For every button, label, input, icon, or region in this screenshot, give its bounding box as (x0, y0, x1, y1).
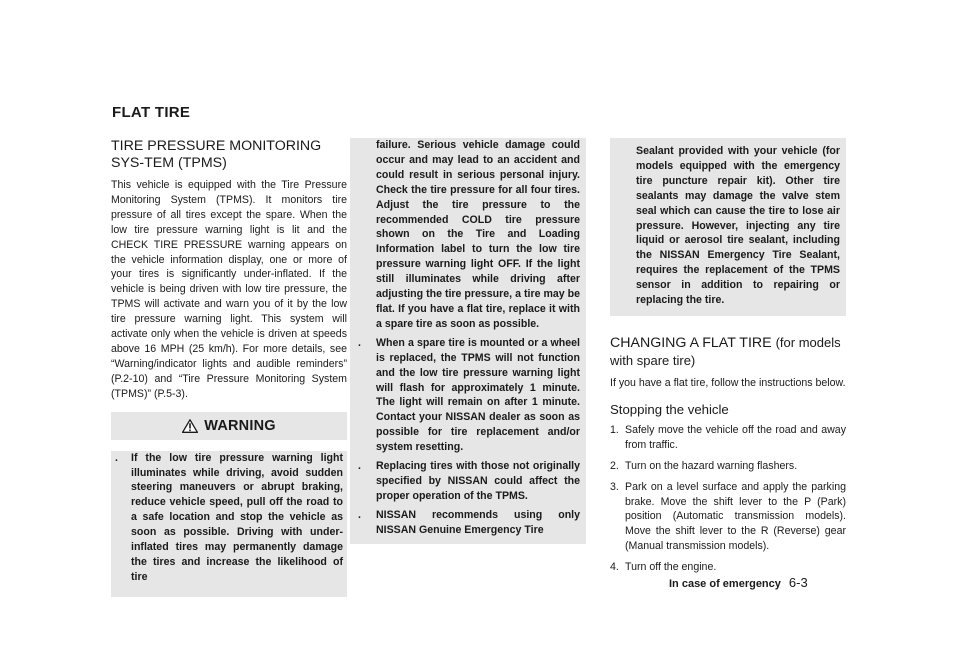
page-number: 6-3 (788, 575, 808, 590)
list-item (610, 560, 846, 575)
step-number: 3. (610, 480, 619, 493)
step-text: Park on a level surface and apply the parking brake. Move the shift lever to the P (Park) position (Automatic transmission models). Move the shift lever to the R (Reverse) gear (Manual transmission models). (625, 480, 846, 553)
warning-item (350, 508, 580, 538)
list-item (610, 480, 846, 555)
warning-body-3 (610, 138, 846, 316)
bullet: . (358, 336, 361, 349)
step-number: 4. (610, 561, 619, 574)
bullet: . (115, 451, 118, 464)
column-2 (350, 138, 586, 544)
step-number: 1. (610, 423, 619, 436)
warning-item (111, 451, 343, 585)
changing-intro: If you have a flat tire, follow the instructions below. (610, 376, 846, 389)
column-1 (111, 138, 347, 597)
warning-item-text: Replacing tires with those not originally specified by NISSAN could affect the proper operation of the TPMS. (376, 460, 580, 502)
warning-item-text: When a spare tire is mounted or a wheel is replaced, the TPMS will not function and the low tire pressure warning light will flash for approximately 1 minute. The light will remain on after 1 minute. Contact your NISSAN dealer as soon as possible for tire replacement and/or system resetting. (376, 336, 580, 454)
warning-title: WARNING (204, 417, 276, 434)
stopping-subheading: Stopping the vehicle (610, 401, 729, 417)
warning-item (350, 459, 580, 504)
step-number: 2. (610, 459, 619, 472)
list-item (610, 423, 846, 453)
warning-body-2 (350, 138, 586, 544)
warning-item (350, 336, 580, 455)
step-text: Turn off the engine. (625, 561, 717, 574)
footer-section: In case of emergency (669, 578, 781, 590)
warning-body-1 (111, 451, 347, 597)
step-text: Safely move the vehicle off the road and away from traffic. (625, 423, 846, 451)
steps-list (610, 423, 846, 575)
warning-item-continued: failure. Serious vehicle damage could occur and may lead to an accident and could result in serious personal injury. Check the tire pressure for all four tires. Adjust the tire pressure to the recommended COLD tire pressure shown on the Tire and Loading Information label to turn the low tire pressure warning light OFF. If the light still illuminates while driving after adjusting the tire pressure, a tire may be flat. If you have a flat tire, replace it with a spare tire as soon as possible. (376, 139, 580, 330)
warning-item-text: NISSAN recommends using only NISSAN Genuine Emergency Tire (376, 508, 580, 536)
list-item (610, 459, 846, 474)
page-footer (669, 575, 808, 590)
warning-item-text: If the low tire pressure warning light illuminates while driving, avoid sudden steering maneuvers or abrupt braking, reduce vehicle speed, pull off the road to a safe location and stop the vehicle as soon as possible. Driving with under-inflated tires may permanently damage the tires and increase the likelihood of tire (131, 451, 343, 583)
changing-heading-main: CHANGING A FLAT TIRE (610, 334, 772, 351)
tpms-body: This vehicle is equipped with the Tire Pressure Monitoring System (TPMS). It monitors tire pressure of all tires except the spare. When the low tire pressure warning light is lit and the CHECK TIRE PRESSURE warning appears on the vehicle information display, one or more of your tires is significantly under-inflated. If the vehicle is being driven with low tire pressure, the TPMS will activate and warn you of it by the low tire pressure warning light. This system will activate only when the vehicle is driven at speeds above 16 MPH (25 km/h). For more details, see “Warning/indicator lights and audible reminders” (P.2-10) and “Tire Pressure Monitoring System (TPMS)” (P.5-3). (111, 179, 347, 400)
section-title: FLAT TIRE (112, 104, 191, 121)
warning-item-continued: Sealant provided with your vehicle (for models equipped with the emergency tire puncture repair kit). Other tire sealants may damage the valve stem seal which can cause the tire to lose air pressure. However, injecting any tire liquid or aerosol tire sealant, including the NISSAN Emergency Tire Sealant, requires the replacement of the TPMS sensor in addition to repairing or replacing the tire. (636, 145, 840, 307)
column-3 (610, 138, 846, 581)
step-text: Turn on the hazard warning flashers. (625, 459, 798, 472)
tpms-heading: TIRE PRESSURE MONITORING SYS-TEM (TPMS) (111, 138, 322, 171)
warning-header (111, 412, 347, 440)
changing-heading-sub: (for models with spare tire) (610, 334, 841, 368)
bullet: . (358, 508, 361, 521)
bullet: . (358, 460, 361, 473)
changing-heading (610, 334, 846, 370)
warning-triangle-icon (182, 419, 198, 433)
